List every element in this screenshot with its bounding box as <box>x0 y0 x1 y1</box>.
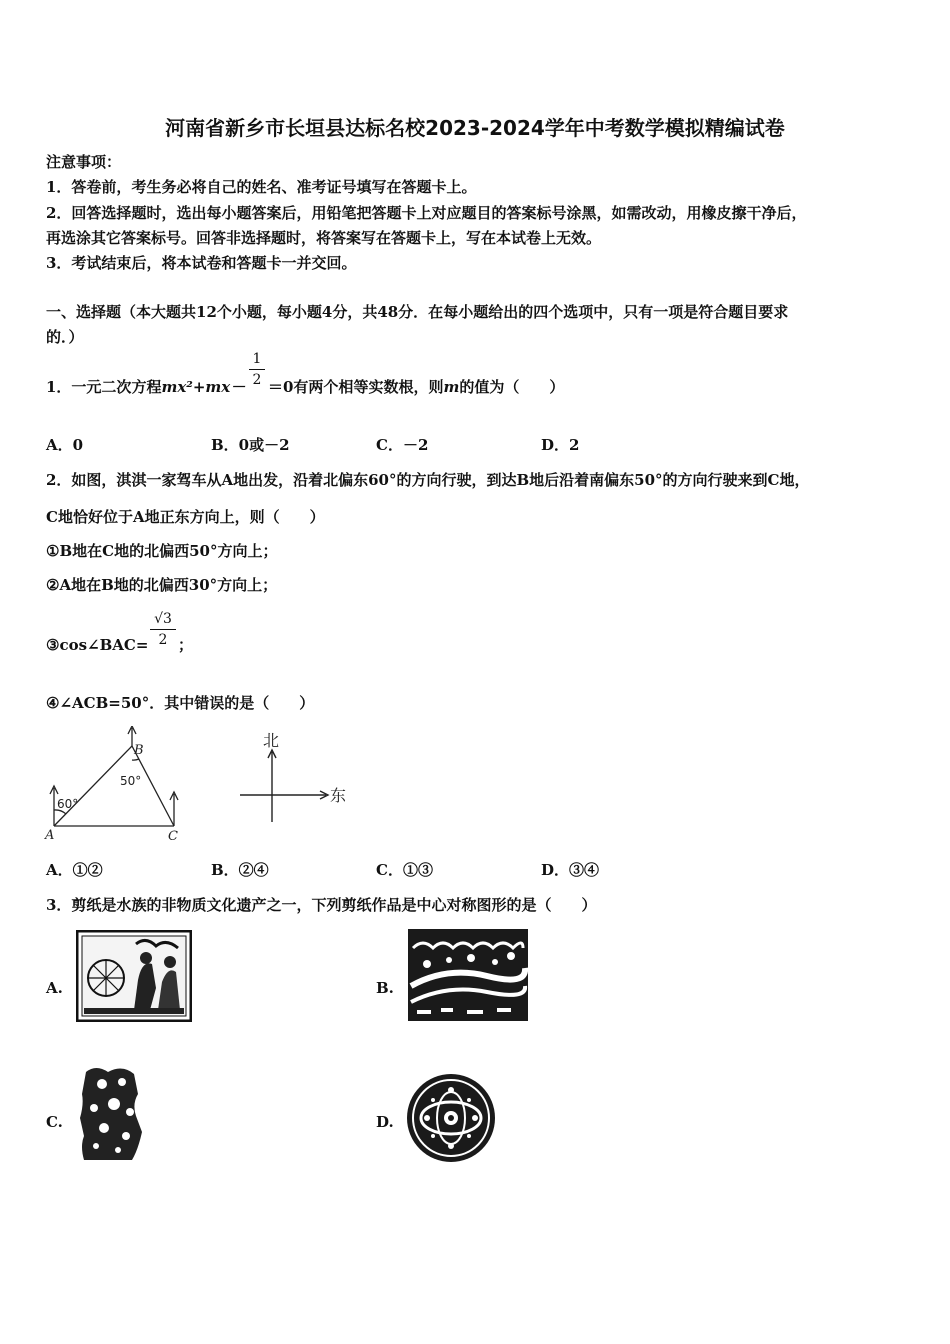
q1-stem <box>46 377 245 397</box>
notice-heading: 注意事项： <box>46 153 122 171</box>
papercut-c-image <box>74 1062 150 1164</box>
q1-option-d: D．2 <box>541 436 580 454</box>
notice-item-2a: 2．回答选择题时，选出每小题答案后，用铅笔把答题卡上对应题目的答案标号涂黑，如需改动，用橡皮擦干净后， <box>46 204 807 222</box>
q2-statement-1: ①B地在C地的北偏西50°方向上； <box>46 542 278 560</box>
q1-prefix: 1．一元二次方程 <box>46 378 162 396</box>
q1-tail <box>268 377 564 397</box>
q2-s3-bar <box>150 629 176 630</box>
section-heading-line2: 的．） <box>46 328 84 346</box>
q2-s3-suffix: ； <box>178 636 194 654</box>
q2-statement-4: ④∠ACB=50°．其中错误的是（ ） <box>46 694 315 712</box>
section-heading-line1: 一、选择题（本大题共12个小题，每小题4分，共48分．在每小题给出的四个选项中，只有一项是符合题目要求 <box>46 303 789 321</box>
angle-60-label: 60° <box>57 797 79 811</box>
q2-s3-den: 2 <box>158 632 168 648</box>
q1-frac-den: 2 <box>252 372 262 388</box>
q2-compass-figure <box>236 728 351 828</box>
east-label: 东 <box>330 786 347 805</box>
notice-item-2b: 再选涂其它答案标号。回答非选择题时，将答案写在答题卡上，写在本试卷上无效。 <box>46 229 602 247</box>
q3-label-c: C. <box>46 1113 63 1131</box>
notice-item-1: 1．答卷前，考生务必将自己的姓名、准考证号填写在答题卡上。 <box>46 178 477 196</box>
q3-label-d: D. <box>376 1113 394 1131</box>
q2-option-d: D．③④ <box>541 861 600 879</box>
label-b: B <box>134 743 144 758</box>
papercut-a-image <box>76 930 192 1022</box>
label-c: C <box>168 829 178 844</box>
q2-stem-line1: 2．如图，淇淇一家驾车从A地出发，沿着北偏东60°的方向行驶，到达B地后沿着南偏东50°的方向行驶来到C地， <box>46 471 810 489</box>
q1-var: m <box>443 378 460 396</box>
q2-option-a: A．①② <box>46 861 103 879</box>
q1-tail-text: 的值为（ ） <box>459 378 565 396</box>
label-a: A <box>45 828 55 843</box>
q2-statement-3 <box>46 635 148 655</box>
angle-arc-b <box>132 759 139 760</box>
q2-s3-prefix: ③cos∠BAC= <box>46 636 149 654</box>
north-label: 北 <box>263 731 280 750</box>
q1-option-c: C．－2 <box>376 436 429 454</box>
q2-s3-num: √3 <box>154 611 172 627</box>
q2-s3-fraction <box>150 610 176 649</box>
q2-option-b: B．②④ <box>211 861 269 879</box>
q3-label-a: A. <box>46 979 63 997</box>
q1-equation: mx²+mx－ <box>161 378 246 396</box>
q2-stem-line2: C地恰好位于A地正东方向上，则（ ） <box>46 508 325 526</box>
q1-suffix: ＝0有两个相等实数根，则 <box>268 378 444 396</box>
q2-option-c: C．①③ <box>376 861 433 879</box>
q1-frac-bar <box>249 369 265 370</box>
q1-option-b: B．0或－2 <box>211 436 290 454</box>
q1-option-a: A．0 <box>46 436 84 454</box>
q3-stem: 3．剪纸是水族的非物质文化遗产之一，下列剪纸作品是中心对称图形的是（ ） <box>46 896 597 914</box>
page-title: 河南省新乡市长垣县达标名校2023-2024学年中考数学模拟精编试卷 <box>165 116 785 140</box>
q1-fraction <box>249 350 265 389</box>
q2-statement-2: ②A地在B地的北偏西30°方向上； <box>46 576 278 594</box>
notice-item-3: 3．考试结束后，将本试卷和答题卡一并交回。 <box>46 254 357 272</box>
papercut-d-image <box>405 1072 497 1164</box>
q3-label-b: B. <box>376 979 394 997</box>
q1-frac-num: 1 <box>252 351 262 367</box>
angle-50-label: 50° <box>120 774 142 788</box>
q2-triangle-figure <box>44 726 194 846</box>
papercut-b-image <box>407 928 529 1022</box>
